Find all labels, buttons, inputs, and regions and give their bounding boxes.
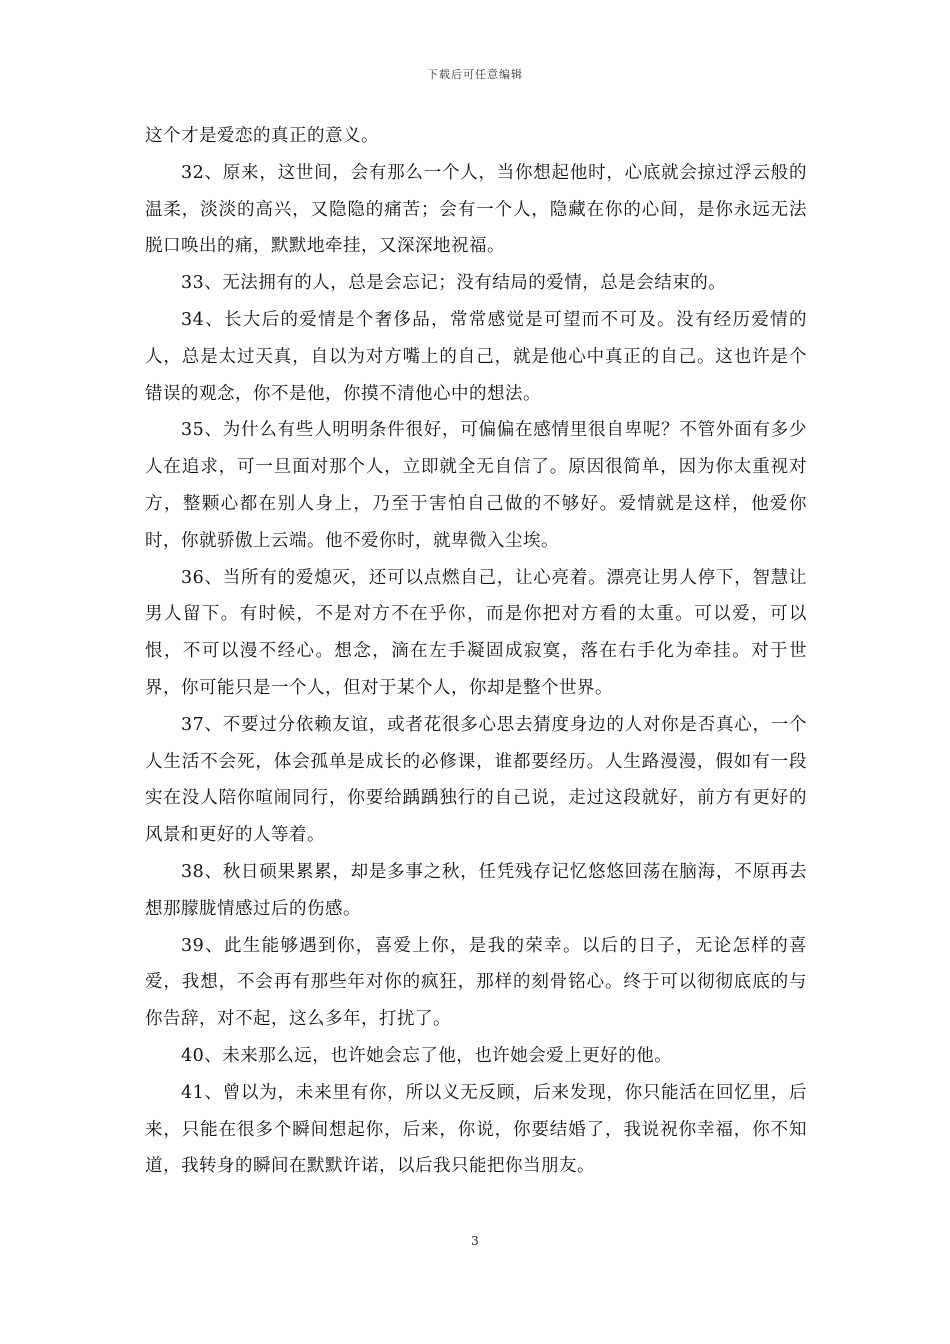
paragraph-9: 39、此生能够遇到你，喜爱上你，是我的荣幸。以后的日子，无论怎样的喜爱，我想，不会再有那些年对你的疯狂，那样的刻骨铭心。终于可以彻彻底底的与你告辞，对不起，这么多年，打扰了。 [145,935,807,1030]
page-number: 3 [471,1234,479,1248]
paragraph-4: 34、长大后的爱情是个奢侈品，常常感觉是可望而不可及。没有经历爱情的人，总是太过天真，自以为对方嘴上的自己，就是他心中真正的自己。这也许是个错误的观念，你不是他，你摸不清他心中的想法。 [145,309,807,404]
paragraph-2: 32、原来，这世间，会有那么一个人，当你想起他时，心底就会掠过浮云般的温柔，淡淡的高兴，又隐隐的痛苦；会有一个人，隐藏在你的心间，是你永远无法脱口唤出的痛，默默地牵挂，又深深地祝福。 [145,162,807,257]
page-header: 下载后可任意编辑 [427,68,523,81]
paragraph-7: 37、不要过分依赖友谊，或者花很多心思去猜度身边的人对你是否真心，一个人生活不会死，体会孤单是成长的必修课，谁都要经历。人生路漫漫，假如有一段实在没人陪你喧闹同行，你要给踽踽独行的自己说，走过这段就好，前方有更好的风景和更好的人等着。 [145,714,807,846]
paragraph-1: 这个才是爱恋的真正的意义。 [145,126,379,146]
paragraph-6: 36、当所有的爱熄灭，还可以点燃自己，让心亮着。漂亮让男人停下，智慧让男人留下。有时候，不是对方不在乎你，而是你把对方看的太重。可以爱，可以恨，不可以漫不经心。想念，滴在左手凝固成寂寞，落在右手化为牵挂。对于世界，你可能只是一个人，但对于某个人，你却是整个世界。 [145,567,807,698]
paragraph-10: 40、未来那么远，也许她会忘了他，也许她会爱上更好的他。 [181,1045,673,1066]
paragraph-3: 33、无法拥有的人，总是会忘记；没有结局的爱情，总是会结束的。 [181,273,727,294]
document-body [145,118,807,1185]
paragraph-11: 41、曾以为，未来里有你，所以义无反顾，后来发现，你只能活在回忆里，后来，只能在很多个瞬间想起你，后来，你说，你要结婚了，我说祝你幸福，你不知道，我转身的瞬间在默默许诺，以后我只能把你当朋友。 [145,1082,807,1177]
paragraph-5: 35、为什么有些人明明条件很好，可偏偏在感情里很自卑呢？不管外面有多少人在追求，可一旦面对那个人，立即就全无自信了。原因很简单，因为你太重视对方，整颗心都在别人身上，乃至于害怕自己做的不够好。爱情就是这样，他爱你时，你就骄傲上云端。他不爱你时，就卑微入尘埃。 [145,420,807,551]
paragraph-8: 38、秋日硕果累累，却是多事之秋，任凭残存记忆悠悠回荡在脑海，不原再去想那朦胧情感过后的伤感。 [145,861,807,919]
